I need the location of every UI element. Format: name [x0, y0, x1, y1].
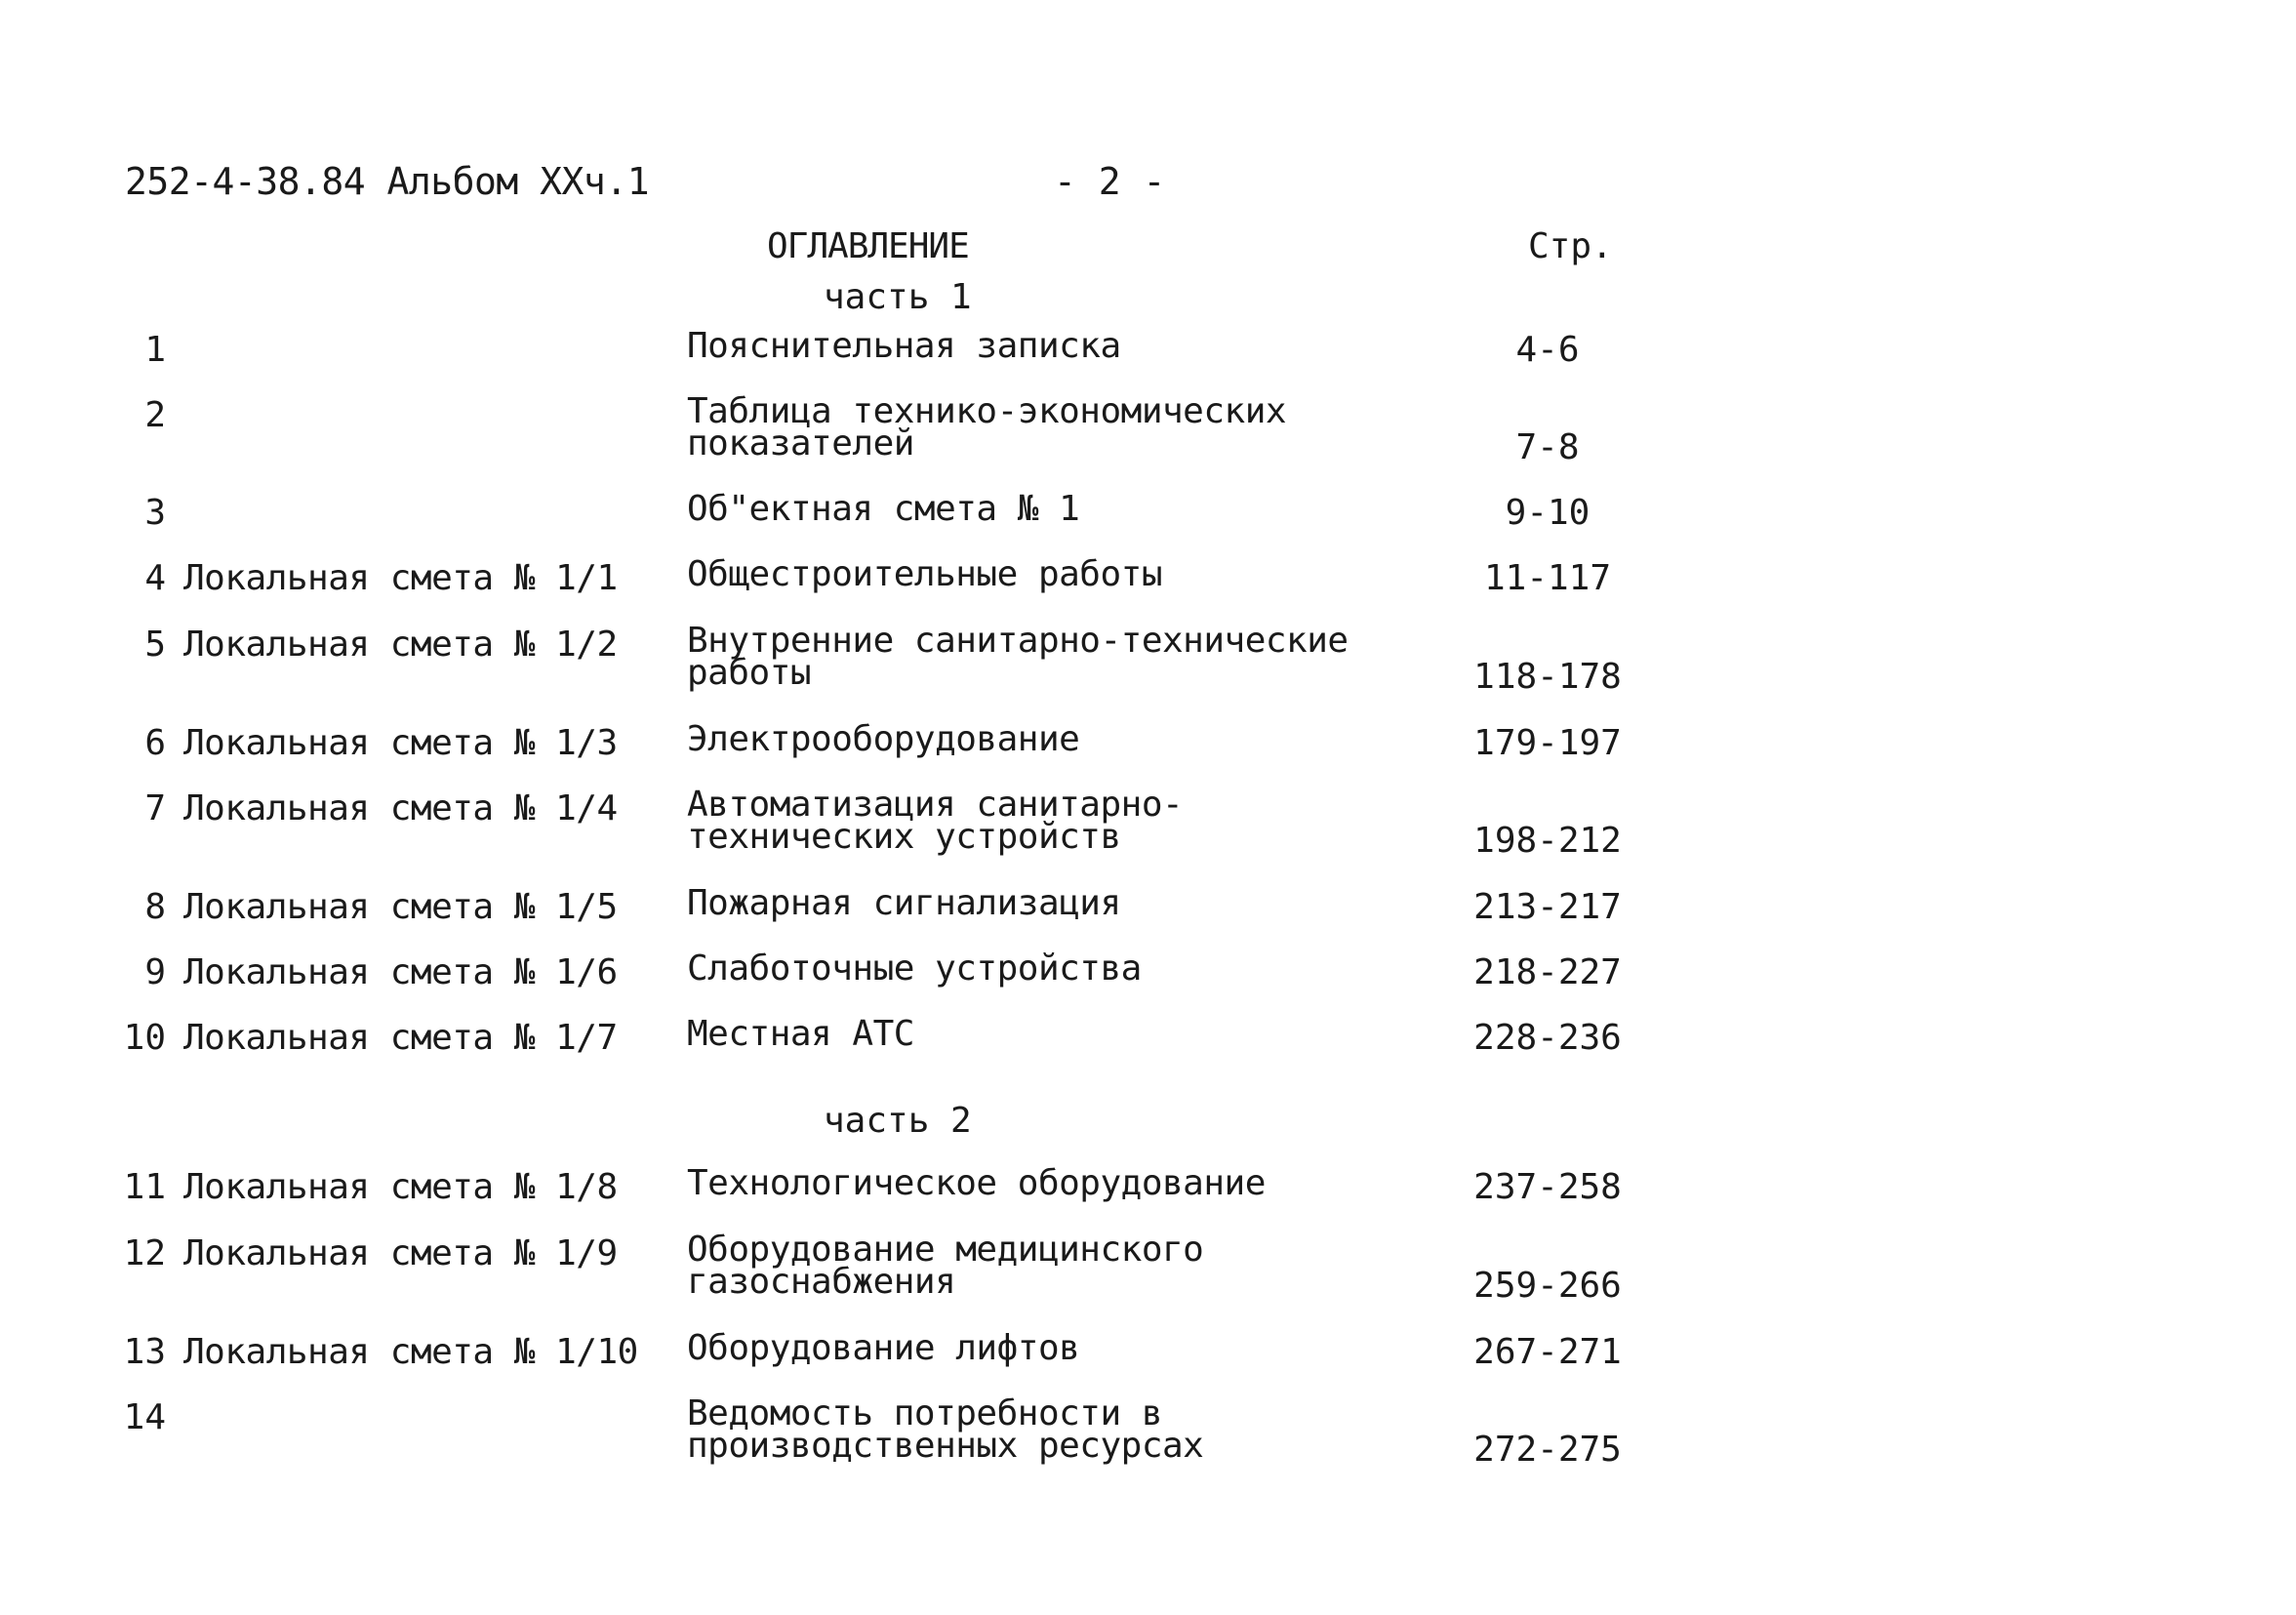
item-number: 7	[144, 788, 166, 828]
item-number: 8	[144, 887, 166, 927]
page-range: 9-10	[1505, 493, 1591, 533]
estimate-label: Локальная смета № 1/7	[183, 1018, 618, 1058]
page-column-header: Стр.	[1528, 226, 1613, 266]
page-range: 213-217	[1473, 887, 1622, 927]
item-title: Ведомость потребности в производственных ресурсах	[687, 1393, 1204, 1466]
page-range: 259-266	[1473, 1266, 1622, 1306]
item-title: Пояснительная записка	[687, 326, 1121, 366]
item-title: Слаботочные устройства	[687, 949, 1142, 989]
page-range: 4-6	[1515, 330, 1580, 370]
item-number: 11	[123, 1167, 166, 1207]
document-code: 252-4-38.84 Альбом XXч.1	[125, 160, 650, 203]
page-range: 272-275	[1473, 1430, 1622, 1470]
page-range: 267-271	[1473, 1332, 1622, 1372]
toc-title: ОГЛАВЛЕНИЕ	[767, 226, 969, 266]
item-title: Таблица технико-экономических показателей	[687, 391, 1287, 464]
item-number: 4	[144, 558, 166, 598]
item-title: Местная АТС	[687, 1014, 914, 1054]
item-number: 2	[144, 395, 166, 435]
item-title: Технологическое оборудование	[687, 1163, 1266, 1203]
item-title: Электрооборудование	[687, 719, 1080, 759]
item-number: 6	[144, 723, 166, 763]
estimate-label: Локальная смета № 1/8	[183, 1167, 618, 1207]
item-number: 3	[144, 493, 166, 533]
part1-heading: часть 1	[824, 277, 972, 317]
item-number: 1	[144, 330, 166, 370]
item-number: 12	[123, 1233, 166, 1273]
item-title: Пожарная сигнализация	[687, 883, 1121, 923]
estimate-label: Локальная смета № 1/1	[183, 558, 618, 598]
item-number: 10	[123, 1018, 166, 1058]
item-title: Автоматизация санитарно-технических устройств	[687, 785, 1184, 857]
item-number: 5	[144, 625, 166, 665]
estimate-label: Локальная смета № 1/9	[183, 1233, 618, 1273]
page-range: 198-212	[1473, 821, 1622, 861]
estimate-label: Локальная смета № 1/5	[183, 887, 618, 927]
item-title: Внутренние санитарно-технические работы	[687, 621, 1349, 693]
estimate-label: Локальная смета № 1/3	[183, 723, 618, 763]
page-number: - 2 -	[1054, 160, 1166, 203]
part2-heading: часть 2	[824, 1101, 972, 1141]
page-range: 11-117	[1483, 558, 1612, 598]
item-title: Об"ектная смета № 1	[687, 489, 1080, 529]
page-range: 179-197	[1473, 723, 1622, 763]
estimate-label: Локальная смета № 1/10	[183, 1332, 638, 1372]
page-range: 218-227	[1473, 952, 1622, 992]
item-title: Оборудование лифтов	[687, 1328, 1080, 1368]
item-number: 9	[144, 952, 166, 992]
page-range: 228-236	[1473, 1018, 1622, 1058]
item-title: Оборудование медицинского газоснабжения	[687, 1230, 1204, 1302]
item-title: Общестроительные работы	[687, 554, 1162, 594]
item-number: 13	[123, 1332, 166, 1372]
estimate-label: Локальная смета № 1/6	[183, 952, 618, 992]
page-range: 7-8	[1515, 427, 1580, 467]
item-number: 14	[123, 1397, 166, 1437]
page-range: 118-178	[1473, 657, 1622, 697]
estimate-label: Локальная смета № 1/4	[183, 788, 618, 828]
estimate-label: Локальная смета № 1/2	[183, 625, 618, 665]
page-range: 237-258	[1473, 1167, 1622, 1207]
